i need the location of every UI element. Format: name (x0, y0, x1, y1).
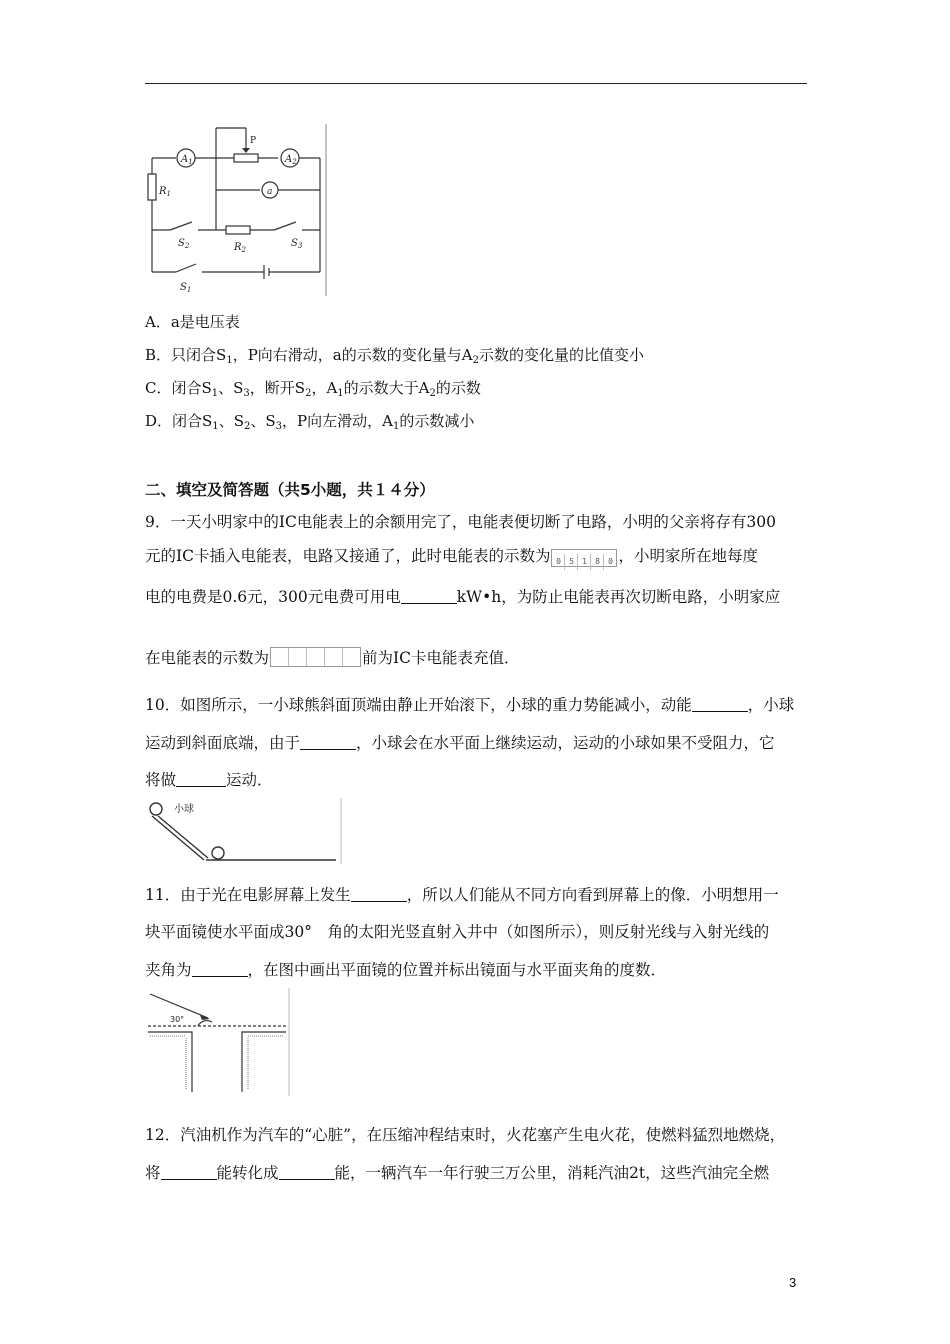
answer-blank[interactable] (192, 962, 248, 977)
well-figure (146, 986, 292, 1098)
label-S2: $S_2$ (178, 238, 190, 250)
q9-line3: 电的电费是0.6元，300元电费可用电 kW•h，为防止电能表再次切断电路，小明家应 (145, 588, 781, 606)
q10-line1: 10．如图所示，一小球熊斜面顶端由静止开始滚下，小球的重力势能减小，动能 ，小球 (145, 696, 795, 714)
meter-blank[interactable] (270, 647, 361, 667)
circuit-diagram (146, 122, 330, 298)
option-b: B．只闭合$S_1$，P向右滑动，a的示数的变化量与$A_2$示数的变化量的比值变小 (145, 346, 644, 366)
section-heading: 二、填空及简答题（共5小题，共１４分） (145, 481, 435, 499)
label-A1: $A_1$ (181, 154, 193, 166)
label-R2: $R_2$ (234, 242, 246, 254)
label-A2: $A_2$ (285, 154, 297, 166)
header-rule (145, 83, 807, 84)
answer-blank[interactable] (300, 735, 356, 750)
answer-blank[interactable] (692, 697, 748, 712)
option-c: C．闭合$S_1$、$S_3$，断开$S_2$，$A_1$的示数大于$A_2$的示数 (145, 379, 481, 399)
slope-figure (146, 796, 342, 866)
angle-label: 30° (170, 1015, 185, 1024)
answer-blank[interactable] (161, 1165, 217, 1180)
label-R1: $R_1$ (159, 186, 171, 198)
q9-line1: 9．一天小明家中的IC电能表上的余额用完了，电能表便切断了电路，小明的父亲将存有300 (145, 513, 776, 531)
label-S1: $S_1$ (180, 282, 192, 294)
answer-blank[interactable] (176, 772, 226, 787)
label-a: a (267, 187, 273, 197)
q12-line2: 将 能转化成 能，一辆汽车一年行驶三万公里，消耗汽油2t，这些汽油完全燃 (145, 1164, 770, 1182)
answer-blank[interactable] (279, 1165, 335, 1180)
answer-blank[interactable] (351, 887, 407, 902)
q9-line4: 在电能表的示数为 前为IC卡电能表充值． (145, 649, 520, 667)
label-P: P (250, 136, 257, 146)
q10-line3: 将做 运动． (145, 771, 273, 789)
option-d: D．闭合$S_1$、$S_2$、$S_3$，P向左滑动，$A_1$的示数减小 (145, 412, 475, 432)
q11-line2: 块平面镜使水平面成30° 角的太阳光竖直射入井中（如图所示），则反射光线与入射光线的 (145, 923, 770, 941)
q11-line3: 夹角为 ，在图中画出平面镜的位置并标出镜面与水平面夹角的度数． (145, 961, 667, 979)
ball-label: 小球 (174, 804, 194, 815)
label-S3: $S_3$ (291, 238, 303, 250)
q10-line2: 运动到斜面底端，由于 ，小球会在水平面上继续运动，运动的小球如果不受阻力，它 (145, 734, 775, 752)
option-a: A．a是电压表 (145, 313, 240, 331)
q12-line1: 12．汽油机作为汽车的“心脏”，在压缩冲程结束时，火花塞产生电火花，使燃料猛烈地燃烧， (145, 1126, 786, 1144)
q11-line1: 11．由于光在电影屏幕上发生 ，所以人们能从不同方向看到屏幕上的像．小明想用一 (145, 886, 779, 904)
meter-reading: 0 5 1 8 0 (551, 549, 617, 567)
q9-line2: 元的IC卡插入电能表，电路又接通了，此时电能表的示数为 0 5 1 8 0 ，小明家所在地每度 (145, 544, 758, 567)
answer-blank[interactable] (401, 589, 457, 604)
page-number: 3 (789, 1275, 797, 1290)
